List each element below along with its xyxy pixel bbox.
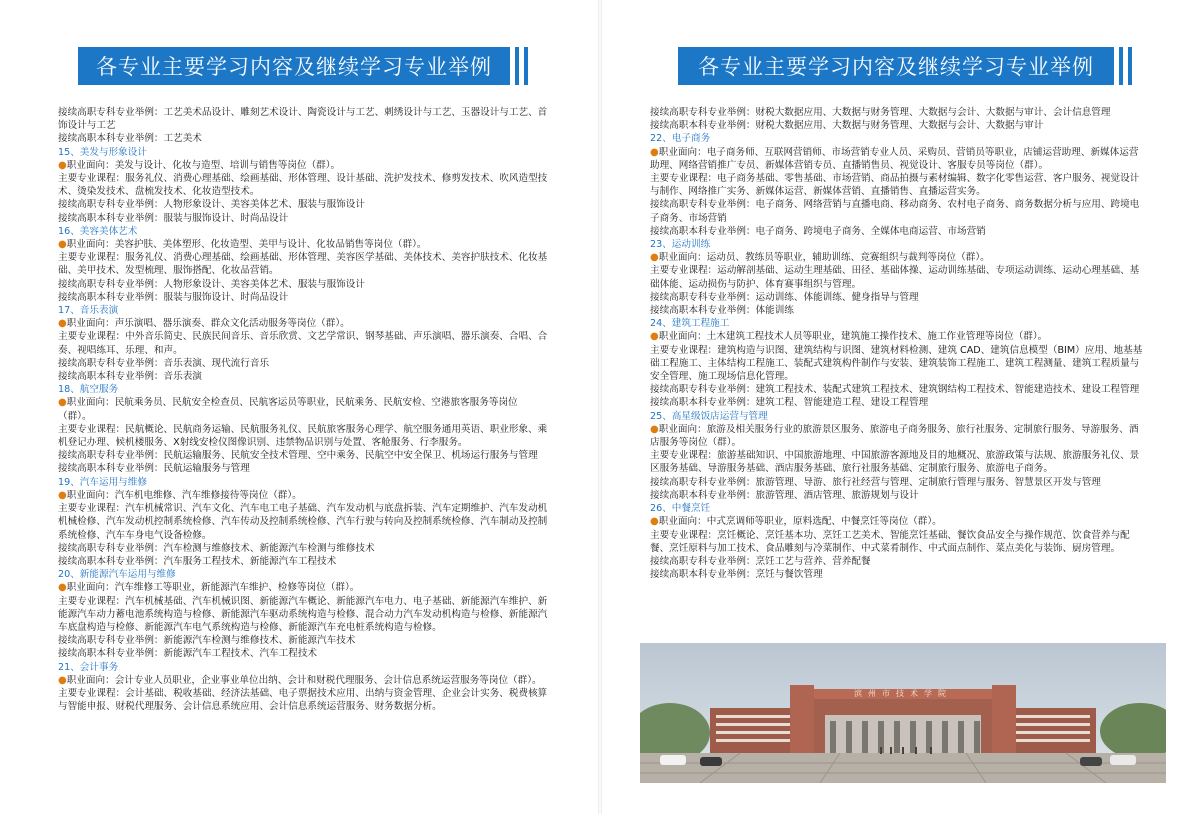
left-body-text: 接续高职本科专业举例：服装与服饰设计、时尚品设计: [58, 212, 289, 224]
bullet-dot-icon: ●: [650, 146, 659, 158]
right-body-text: 接续高职专科专业举例：烹饪工艺与营养、营养配餐: [650, 555, 871, 567]
left-header-banner: [78, 47, 528, 85]
right-body-text: 主要专业课程：运动解剖基础、运动生理基础、田径、基础体操、运动训练基础、专项运动训练、运动心理基础、基础体能、运动损伤与防护、体育赛事组织与管理。: [650, 265, 1140, 290]
bullet-dot-icon: ●: [58, 674, 67, 686]
left-body-text: 主要专业课程：民航概论、民航商务运输、民航服务礼仪、民航旅客服务心理学、航空服务通用英语、职业形象、乘机登记办理、候机楼服务、X射线安检仪图像识别、违禁物品识别与处置、客舱服务、行李服务。: [58, 423, 548, 449]
bullet-dot-icon: ●: [58, 318, 67, 330]
right-career-text: 职业面向：电子商务师、互联网营销师、市场营销专业人员、采购员、营销员等职业，店铺运营助理、新媒体运营助理、网络营销推广专员、新媒体营销专员、直播销售员、视觉设计、客服专员等岗位（群）。: [650, 146, 1139, 171]
right-section-heading: 22、电子商务: [650, 133, 711, 145]
right-career-text: 职业面向：中式烹调师等职业，原料选配、中餐烹饪等岗位（群）。: [658, 516, 942, 528]
right-section-heading: 26、中餐烹饪: [650, 503, 711, 515]
right-header-banner: [678, 47, 1132, 85]
left-career-text: 职业面向：民航乘务员、民航安全检查员、民航客运员等职业，民航乘务、民航安检、空港旅客服务等岗位（群）。: [58, 397, 518, 422]
left-header-stripe-1: [515, 47, 519, 85]
bullet-dot-icon: ●: [650, 516, 659, 528]
right-body-text: 接续高职本科专业举例：财税大数据应用、大数据与财务管理、大数据与会计、大数据与审计: [650, 120, 1044, 132]
left-body-text: 接续高职本科专业举例：工艺美术: [58, 133, 202, 145]
campus-building-illustration: [640, 643, 1166, 783]
right-body-text: 接续高职本科专业举例：体能训练: [650, 305, 794, 317]
bullet-dot-icon: ●: [58, 489, 67, 501]
left-body-text: 接续高职本科专业举例：新能源汽车工程技术、汽车工程技术: [58, 648, 318, 660]
left-page: [0, 0, 598, 814]
left-career-line: [58, 238, 548, 251]
left-career-text: 职业面向：汽车机电维修、汽车维修接待等岗位（群）。: [66, 489, 302, 501]
left-career-text: 职业面向：会计专业人员职业，企业事业单位出纳、会计和财税代理服务、会计信息系统运营服务等岗位（群）。: [66, 674, 542, 686]
left-body-text: 主要专业课程：会计基础、税收基础、经济法基础、电子票据技术应用、出纳与资金管理、企业会计实务、税费核算与智能申报、财税代理服务、会计信息系统应用、会计信息系统运营服务、财务数据分析。: [58, 687, 548, 713]
left-body-text: 主要专业课程：服务礼仪、消费心理基础、绘画基础、形体管理、美容医学基础、美体技术、美容护肤技术、化妆基础、美甲技术、发型梳理、服饰搭配、化妆品营销。: [58, 252, 548, 277]
bullet-dot-icon: ●: [58, 239, 67, 251]
left-header-stripe-2: [524, 47, 528, 85]
bullet-dot-icon: ●: [650, 423, 659, 435]
right-body-text: 接续高职本科专业举例：旅游管理、酒店管理、旅游规划与设计: [650, 489, 919, 501]
campus-photo: [640, 643, 1166, 783]
left-section-heading: 16、美容美体艺术: [58, 225, 138, 237]
right-header-stripe-1: [1119, 47, 1123, 85]
left-career-line: [58, 159, 548, 172]
left-body-text: 接续高职专科专业举例：人物形象设计、美容美体艺术、服装与服饰设计: [58, 199, 365, 211]
right-content: [650, 106, 1146, 581]
left-career-line: [58, 581, 548, 594]
left-career-text: 职业面向：声乐演唱、器乐演奏、群众文化活动服务等岗位（群）。: [66, 318, 350, 330]
right-career-text: 职业面向：土木建筑工程技术人员等职业，建筑施工操作技术、施工作业管理等岗位（群）。: [658, 331, 1048, 343]
right-career-line: [650, 330, 1146, 343]
left-body-text: 接续高职本科专业举例：汽车服务工程技术、新能源汽车工程技术: [58, 555, 337, 567]
left-body-text: 接续高职专科专业举例：汽车检测与维修技术、新能源汽车检测与维修技术: [58, 542, 375, 554]
right-career-line: [650, 146, 1146, 172]
right-body-text: 接续高职本科专业举例：烹饪与餐饮管理: [650, 569, 823, 581]
right-career-line: [650, 251, 1146, 264]
right-body-text: 主要专业课程：电子商务基础、零售基础、市场营销、商品拍摄与素材编辑、数字化零售运营、客户服务、视觉设计与制作、网络推广实务、新媒体运营、新媒体营销、直播销售、直播运营实务。: [650, 173, 1140, 198]
left-body-text: 主要专业课程：中外音乐简史、民族民间音乐、音乐欣赏、文艺学常识、钢琴基础、声乐演唱、器乐演奏、合唱、合奏、视唱练耳、乐理、和声。: [58, 331, 548, 356]
left-header-title: 各专业主要学习内容及继续学习专业举例: [78, 47, 510, 85]
left-section-heading: 21、会计事务: [58, 661, 119, 673]
bullet-dot-icon: ●: [58, 582, 67, 594]
right-body-text: 主要专业课程：旅游基础知识、中国旅游地理、中国旅游客源地及目的地概况、旅游政策与法规、旅游服务礼仪、景区服务基础、导游服务基础、酒店服务基础、旅行社服务基础、定制旅行服务、旅游电子商务。: [650, 450, 1140, 475]
left-career-line: [58, 396, 548, 422]
right-section-heading: 25、高星级饭店运营与管理: [650, 410, 768, 422]
left-body-text: 接续高职专科专业举例：民航运输服务、民航安全技术管理、空中乘务、民航空中安全保卫、机场运行服务与管理: [58, 450, 538, 462]
right-career-text: 职业面向：旅游及相关服务行业的旅游景区服务、旅游电子商务服务、旅行社服务、定制旅行服务、导游服务、酒店服务等岗位（群）。: [650, 423, 1139, 449]
left-body-text: 主要专业课程：汽车机械基础、汽车机械识图、新能源汽车概论、新能源汽车电力、电子基础、新能源汽车维护、新能源汽车动力蓄电池系统构造与检修、新能源汽车驱动系统构造与检修、混合动力汽车发动机构造与检修、新能源汽车底盘构造与检修、新能源汽车电气系统构造与检修、新能源汽车充电桩系统构造与检修。: [58, 595, 548, 633]
right-header-stripe-2: [1128, 47, 1132, 85]
right-body-text: 接续高职专科专业举例：旅游管理、导游、旅行社经营与管理、定制旅行管理与服务、智慧景区开发与管理: [650, 476, 1101, 488]
left-career-line: [58, 489, 548, 502]
left-body-text: 接续高职专科专业举例：音乐表演、现代流行音乐: [58, 357, 270, 369]
bullet-dot-icon: ●: [650, 331, 659, 343]
bullet-dot-icon: ●: [650, 252, 659, 264]
left-section-heading: 20、新能源汽车运用与维修: [58, 569, 176, 581]
campus-sign-text: 滨州市技术学院: [854, 689, 952, 698]
left-section-heading: 19、汽车运用与维修: [58, 476, 147, 488]
left-body-text: 接续高职本科专业举例：服装与服饰设计、时尚品设计: [58, 291, 289, 303]
left-body-text: 主要专业课程：汽车机械常识、汽车文化、汽车电工电子基础、汽车发动机与底盘拆装、汽车定期维护、汽车发动机机械检修、汽车发动机控制系统检修、汽车传动及控制系统检修、汽车行驶与转向及控制系统检修、汽车制动及控制系统检修、汽车车身电气设备检修。: [58, 503, 548, 541]
right-body-text: 接续高职专科专业举例：财税大数据应用、大数据与财务管理、大数据与会计、大数据与审计、会计信息管理: [650, 107, 1111, 118]
right-career-text: 职业面向：运动员、教练员等职业，辅助训练、竞赛组织与裁判等岗位（群）。: [658, 252, 990, 264]
left-career-line: [58, 317, 548, 330]
right-section-heading: 24、建筑工程施工: [650, 318, 730, 330]
right-body-text: 接续高职专科专业举例：运动训练、体能训练、健身指导与管理: [650, 291, 919, 303]
right-section-heading: 23、运动训练: [650, 239, 711, 251]
left-body-text: 接续高职本科专业举例：民航运输服务与管理: [58, 463, 250, 475]
right-body-text: 主要专业课程：建筑构造与识图、建筑结构与识图、建筑材料检测、建筑 CAD、建筑信息模型（BIM）应用、地基基础工程施工、主体结构工程施工、装配式建筑构件制作与安装、建筑装饰工程施工、建筑工程测量、建筑工程质量与安全管理、施工现场信息化管理。: [650, 344, 1143, 383]
left-content: [58, 106, 548, 713]
right-body-text: 接续高职专科专业举例：电子商务、网络营销与直播电商、移动商务、农村电子商务、商务数据分析与应用、跨境电子商务、市场营销: [650, 199, 1140, 224]
left-section-heading: 15、美发与形象设计: [58, 146, 147, 158]
left-career-text: 职业面向：美容护肤、美体塑形、化妆造型、美甲与设计、化妆品销售等岗位（群）。: [66, 239, 427, 251]
right-career-line: [650, 423, 1146, 449]
left-career-line: [58, 674, 548, 687]
right-body-text: 接续高职本科专业举例：建筑工程、智能建造工程、建设工程管理: [650, 397, 929, 409]
left-body-text: 接续高职专科专业举例：人物形象设计、美容美体艺术、服装与服饰设计: [58, 278, 365, 290]
left-career-text: 职业面向：汽车维修工等职业，新能源汽车维护、检修等岗位（群）。: [66, 582, 360, 594]
right-page: [602, 0, 1200, 814]
left-body-text: 接续高职专科专业举例：工艺美术品设计、雕刻艺术设计、陶瓷设计与工艺、刺绣设计与工艺、玉器设计与工艺、首饰设计与工艺: [58, 107, 548, 132]
left-career-text: 职业面向：美发与设计、化妆与造型、培训与销售等岗位（群）。: [66, 159, 341, 171]
right-header-title: 各专业主要学习内容及继续学习专业举例: [678, 47, 1114, 85]
left-section-heading: 17、音乐表演: [58, 305, 119, 317]
right-body-text: 主要专业课程：烹饪概论、烹饪基本功、烹饪工艺美术、智能烹饪基础、餐饮食品安全与操作规范、饮食营养与配餐、烹饪原料与加工技术、食品雕刻与冷菜制作、中式菜肴制作、中式面点制作、菜点美化与装饰、厨房管理。: [650, 529, 1130, 554]
right-career-line: [650, 515, 1146, 528]
left-body-text: 接续高职本科专业举例：音乐表演: [58, 371, 202, 383]
left-section-heading: 18、航空服务: [58, 384, 119, 396]
left-body-text: 主要专业课程：服务礼仪、消费心理基础、绘画基础、形体管理、设计基础、洗护发技术、修剪发技术、吹风造型技术、烫染发技术、盘梳发技术、化妆造型技术。: [58, 173, 548, 198]
right-body-text: 接续高职本科专业举例：电子商务、跨境电子商务、全媒体电商运营、市场营销: [650, 225, 986, 237]
right-body-text: 接续高职专科专业举例：建筑工程技术、装配式建筑工程技术、建筑钢结构工程技术、智能建造技术、建设工程管理: [650, 384, 1140, 396]
left-body-text: 接续高职专科专业举例：新能源汽车检测与维修技术、新能源汽车技术: [58, 635, 356, 647]
bullet-dot-icon: ●: [58, 159, 67, 171]
bullet-dot-icon: ●: [58, 397, 67, 409]
